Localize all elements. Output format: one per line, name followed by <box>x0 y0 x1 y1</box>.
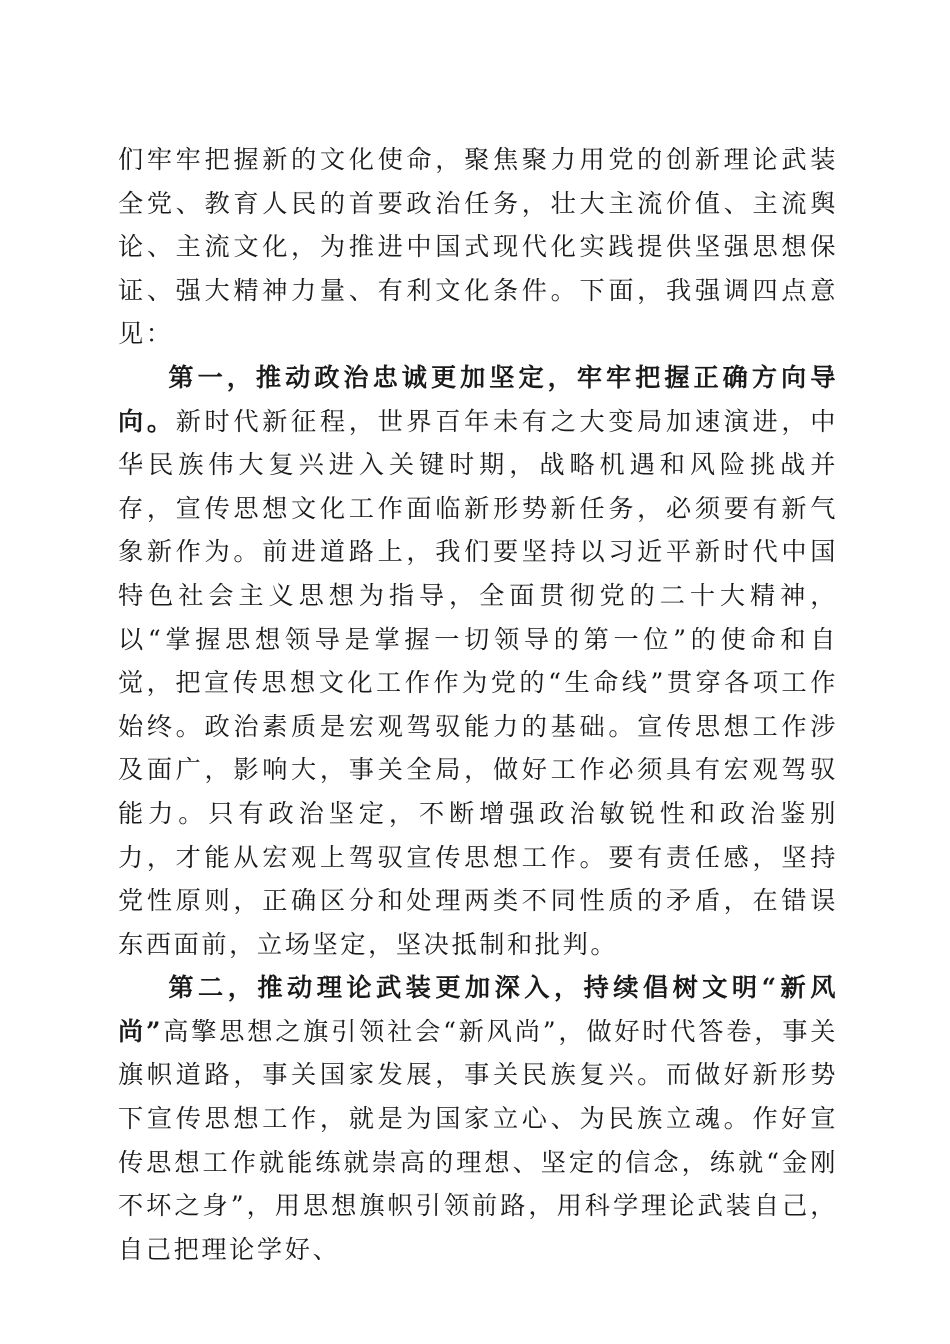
body-text <box>118 138 838 1271</box>
paragraph-point-one <box>118 356 838 966</box>
paragraph-point-two <box>118 966 838 1271</box>
paragraph-heading: 第二，推动理论武装更加深入，持续倡树文明“新风尚” <box>118 972 838 1046</box>
paragraph-text: 新时代新征程，世界百年未有之大变局加速演进，中华民族伟大复兴进入关键时期，战略机遇和风险挑战并存，宣传思想文化工作面临新形势新任务，必须要有新气象新作为。前进道路上，我们要坚持以习近平新时代中国特色社会主义思想为指导，全面贯彻党的二十大精神，以“掌握思想领导是掌握一切领导的第一位”的使命和自觉，把宣传思想文化工作作为党的“生命线”贯穿各项工作始终。政治素质是宏观驾驭能力的基础。宣传思想工作涉及面广，影响大，事关全局，做好工作必须具有宏观驾驭能力。只有政治坚定，不断增强政治敏锐性和政治鉴别力，才能从宏观上驾驭宣传思想工作。要有责任感，坚持党性原则，正确区分和处理两类不同性质的矛盾，在错误东西面前，立场坚定，坚决抵制和批判。 <box>118 406 838 959</box>
paragraph-text: 们牢牢把握新的文化使命，聚焦聚力用党的创新理论武装全党、教育人民的首要政治任务，壮大主流价值、主流舆论、主流文化，为推进中国式现代化实践提供坚强思想保证、强大精神力量、有利文化条件。下面，我强调四点意见： <box>118 145 838 349</box>
paragraph-heading: 第一，推动政治忠诚更加坚定，牢牢把握正确方向导向。 <box>118 361 838 436</box>
paragraph-text: 高擎思想之旗引领社会“新风尚”，做好时代答卷，事关旗帜道路，事关国家发展，事关民族复兴。而做好新形势下宣传思想工作，就是为国家立心、为民族立魂。作好宣传思想工作就能练就崇高的理想、坚定的信念，练就“金刚不坏之身”，用思想旗帜引领前路，用科学理论武装自己，自己把理论学好、 <box>118 1016 838 1264</box>
paragraph-intro <box>118 138 838 356</box>
